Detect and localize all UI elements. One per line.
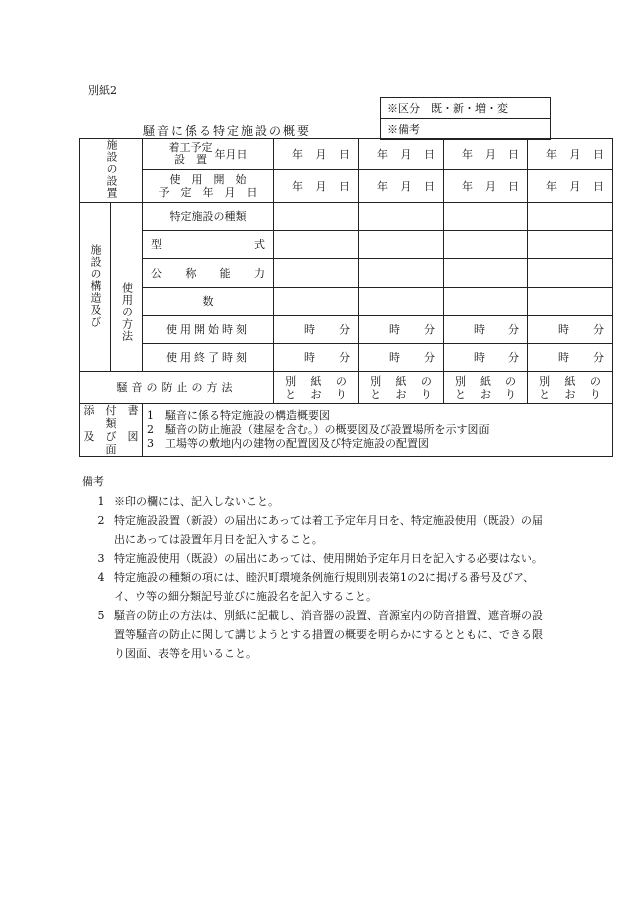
row-capacity: [80, 259, 613, 288]
remarks-cell: ※備考: [381, 119, 551, 140]
use-end-time-cell-1[interactable]: 時 分: [274, 344, 359, 372]
row-noise-prevention: [80, 372, 613, 404]
attached-item: 3 工場等の敷地内の建物の配置図及び特定施設の配置図: [147, 437, 429, 450]
usage-label: 使用の方法: [111, 203, 143, 372]
note-item: 5 騒音の防止の方法は、別紙に記載し、消音器の設置、音源室内の防音措置、遮音塀の設置等騒音の防止に関して講じようとする措置の概要を明らかにするとともに、できる限り図面、表等を用いること。: [97, 609, 543, 660]
use-start-date-cell-2[interactable]: 年 月 日: [359, 170, 444, 203]
row-facility-type: [80, 203, 613, 231]
count-cell-1[interactable]: [274, 288, 359, 316]
start-date-cell-1[interactable]: 年 月 日: [274, 139, 359, 170]
facility-type-cell-2[interactable]: [359, 203, 444, 231]
start-date-label: 着工予定 設 置 年月日: [143, 139, 274, 170]
attached-docs-label: 添 付 書 類 及 び 図 面: [80, 404, 143, 457]
count-label: 数: [143, 288, 274, 316]
capacity-cell-2[interactable]: [359, 259, 444, 288]
model-cell-2[interactable]: [359, 231, 444, 259]
noise-prevention-cell-1[interactable]: 別 紙 の と お り: [274, 372, 359, 404]
note-item: 1 ※印の欄には、記入しないこと。: [97, 495, 279, 508]
use-end-time-cell-3[interactable]: 時 分: [444, 344, 528, 372]
model-cell-3[interactable]: [444, 231, 528, 259]
use-start-time-cell-1[interactable]: 時 分: [274, 316, 359, 344]
structure-group-label: 施設の構造及び: [80, 203, 111, 372]
start-date-cell-3[interactable]: 年 月 日: [444, 139, 528, 170]
form-title: 騒音に係る特定施設の概要: [143, 124, 312, 138]
start-date-cell-4[interactable]: 年 月 日: [528, 139, 613, 170]
count-cell-4[interactable]: [528, 288, 613, 316]
notes-heading: 備考: [82, 475, 104, 488]
model-label: 型 式: [143, 231, 274, 259]
use-start-time-label: 使用開始時刻: [143, 316, 274, 344]
facility-overview-table: [79, 138, 613, 457]
capacity-cell-3[interactable]: [444, 259, 528, 288]
use-start-time-cell-2[interactable]: 時 分: [359, 316, 444, 344]
use-end-time-label: 使用終了時刻: [143, 344, 274, 372]
capacity-cell-4[interactable]: [528, 259, 613, 288]
row-use-end-time: [80, 344, 613, 372]
facility-type-label: 特定施設の種類: [143, 203, 274, 231]
use-start-time-cell-3[interactable]: 時 分: [444, 316, 528, 344]
row-model: [80, 231, 613, 259]
attached-item: 1 騒音に係る特定施設の構造概要図: [147, 409, 330, 422]
facility-type-cell-1[interactable]: [274, 203, 359, 231]
note-item: 2 特定施設設置（新設）の届出にあっては着工予定年月日を、特定施設使用（既設）の届出にあっては設置年月日を記入すること。: [97, 514, 543, 546]
use-start-date-cell-3[interactable]: 年 月 日: [444, 170, 528, 203]
row-use-start-time: [80, 316, 613, 344]
model-cell-1[interactable]: [274, 231, 359, 259]
note-item: 3 特定施設使用（既設）の届出にあっては、使用開始予定年月日を記入する必要はない。: [97, 552, 543, 565]
row-count: [80, 288, 613, 316]
use-start-time-cell-4[interactable]: 時 分: [528, 316, 613, 344]
row-start-date: [80, 139, 613, 170]
count-cell-3[interactable]: [444, 288, 528, 316]
noise-prevention-label: 騒音の防止の方法: [80, 372, 274, 404]
model-cell-4[interactable]: [528, 231, 613, 259]
capacity-cell-1[interactable]: [274, 259, 359, 288]
classification-box: [380, 97, 551, 140]
noise-prevention-cell-2[interactable]: 別 紙 の と お り: [359, 372, 444, 404]
notes-section: [82, 472, 550, 663]
use-start-date-cell-1[interactable]: 年 月 日: [274, 170, 359, 203]
facility-type-cell-4[interactable]: [528, 203, 613, 231]
use-end-time-cell-4[interactable]: 時 分: [528, 344, 613, 372]
facility-type-cell-3[interactable]: [444, 203, 528, 231]
attachment-label: 別紙2: [88, 84, 117, 97]
capacity-label: 公 称 能 力: [143, 259, 274, 288]
noise-prevention-cell-4[interactable]: 別 紙 の と お り: [528, 372, 613, 404]
start-date-cell-2[interactable]: 年 月 日: [359, 139, 444, 170]
row-use-start-date: [80, 170, 613, 203]
attached-item: 2 騒音の防止施設（建屋を含む。）の概要図及び設置場所を示す図面: [147, 423, 490, 436]
note-item: 4 特定施設の種類の項には、睦沢町環境条例施行規則別表第1の2に掲げる番号及びア、イ、ウ等の細分類記号並びに施設名を記入すること。: [97, 571, 535, 603]
use-end-time-cell-2[interactable]: 時 分: [359, 344, 444, 372]
row-attachments: [80, 404, 613, 457]
use-start-date-label: 使 用 開 始 予 定 年 月 日: [143, 170, 274, 203]
use-start-date-cell-4[interactable]: 年 月 日: [528, 170, 613, 203]
count-cell-2[interactable]: [359, 288, 444, 316]
noise-prevention-cell-3[interactable]: 別 紙 の と お り: [444, 372, 528, 404]
facility-setup-label: 施設の設置: [80, 139, 143, 203]
attached-docs-list: [143, 404, 613, 457]
classification-cell: ※区分 既・新・増・変: [381, 98, 551, 119]
